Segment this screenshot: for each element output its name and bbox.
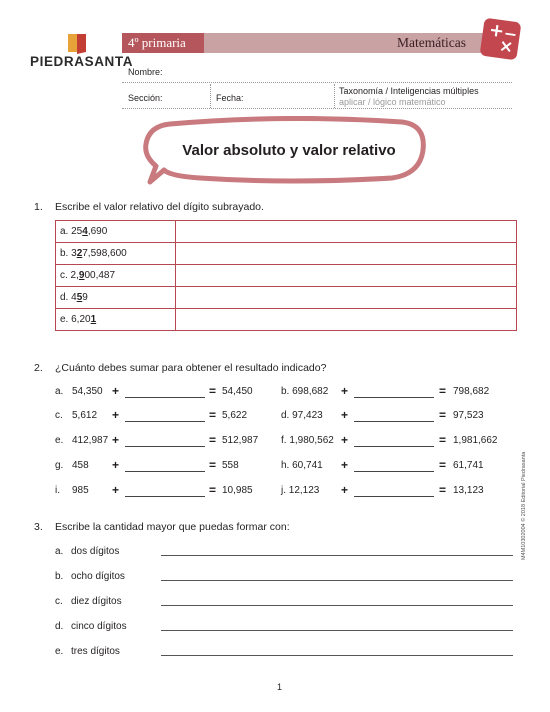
item-letter: b. xyxy=(55,571,64,582)
equals-sign: = xyxy=(209,433,217,447)
sum-result: 61,741 xyxy=(453,460,484,471)
sum-letter: e. xyxy=(55,435,64,446)
equals-sign: = xyxy=(209,408,217,422)
sum-result: 1,981,662 xyxy=(453,435,498,446)
question-3 xyxy=(34,521,290,533)
answer-blank[interactable] xyxy=(125,496,205,497)
sum-value: f. 1,980,562 xyxy=(281,435,334,446)
item-letter: c. xyxy=(55,596,63,607)
field-divider xyxy=(334,84,335,108)
equals-sign: = xyxy=(439,458,447,472)
equals-sign: = xyxy=(209,483,217,497)
number-cell: c. 2,900,487 xyxy=(56,265,176,287)
sum-value: 458 xyxy=(72,460,89,471)
answer-cell[interactable] xyxy=(176,221,517,243)
sum-result: 798,682 xyxy=(453,386,490,397)
plus-sign: + xyxy=(341,408,349,422)
answer-blank[interactable] xyxy=(354,496,434,497)
table-row xyxy=(56,287,517,309)
equals-sign: = xyxy=(439,433,447,447)
underlined-digit: 9 xyxy=(78,270,85,281)
answer-line[interactable] xyxy=(161,580,513,581)
question-number: 2. xyxy=(34,362,43,374)
sum-result: 558 xyxy=(222,460,239,471)
answer-line[interactable] xyxy=(161,605,513,606)
equals-sign: = xyxy=(439,408,447,422)
field-divider xyxy=(210,84,211,108)
answer-line[interactable] xyxy=(161,630,513,631)
answer-blank[interactable] xyxy=(125,471,205,472)
number-cell: e. 6,201 xyxy=(56,309,176,331)
sum-value: h. 60,741 xyxy=(281,460,323,471)
plus-sign: + xyxy=(341,384,349,398)
question-number: 3. xyxy=(34,521,43,533)
answer-blank[interactable] xyxy=(125,397,205,398)
plus-sign: + xyxy=(341,433,349,447)
answer-blank[interactable] xyxy=(354,421,434,422)
answer-blank[interactable] xyxy=(354,446,434,447)
number-cell: d. 459 xyxy=(56,287,176,309)
sum-letter: i. xyxy=(55,485,60,496)
sum-value: 412,987 xyxy=(72,435,109,446)
sum-result: 512,987 xyxy=(222,435,259,446)
question-text: ¿Cuánto debes sumar para obtener el resultado indicado? xyxy=(55,362,327,374)
name-label: Nombre: xyxy=(128,67,163,77)
answer-line[interactable] xyxy=(161,555,513,556)
section-label: Sección: xyxy=(128,93,163,103)
underlined-digit: 1 xyxy=(90,314,97,325)
equals-sign: = xyxy=(209,458,217,472)
sum-result: 54,450 xyxy=(222,386,253,397)
page-title: Valor absoluto y valor relativo xyxy=(182,142,396,159)
answer-blank[interactable] xyxy=(354,397,434,398)
item-letter: a. xyxy=(55,546,64,557)
sum-value: 5,612 xyxy=(72,410,98,421)
answer-cell[interactable] xyxy=(176,309,517,331)
item-label: dos dígitos xyxy=(71,546,120,557)
item-label: cinco dígitos xyxy=(71,621,127,632)
equals-sign: = xyxy=(439,384,447,398)
question-text: Escribe la cantidad mayor que puedas formar con: xyxy=(55,521,290,533)
copyright-side-text: M4M10302004 © 2018 Editorial Piedrasanta xyxy=(521,451,527,560)
sum-result: 5,622 xyxy=(222,410,248,421)
section-field-line[interactable] xyxy=(122,108,512,109)
book-logo-icon xyxy=(66,32,90,54)
answer-blank[interactable] xyxy=(354,471,434,472)
sum-value: j. 12,123 xyxy=(281,485,320,496)
sum-letter: c. xyxy=(55,410,63,421)
sum-letter: a. xyxy=(55,386,64,397)
table-row xyxy=(56,243,517,265)
sum-value: 985 xyxy=(72,485,89,496)
plus-sign: + xyxy=(112,483,120,497)
brand-logo-text: PIEDRASANTA xyxy=(30,54,134,69)
subject-label: Matemáticas xyxy=(397,35,466,50)
sum-result: 10,985 xyxy=(222,485,253,496)
table-row xyxy=(56,309,517,331)
number-cell: b. 327,598,600 xyxy=(56,243,176,265)
question-text: Escribe el valor relativo del dígito subrayado. xyxy=(55,201,264,213)
grade-label: 4º primaria xyxy=(122,33,204,53)
sum-value: b. 698,682 xyxy=(281,386,329,397)
answer-cell[interactable] xyxy=(176,243,517,265)
answer-line[interactable] xyxy=(161,655,513,656)
question-1 xyxy=(34,201,264,213)
plus-sign: + xyxy=(112,433,120,447)
taxonomy-value: aplicar / lógico matemático xyxy=(339,97,446,107)
taxonomy-label: Taxonomía / Inteligencias múltiples xyxy=(339,86,479,96)
plus-sign: + xyxy=(112,408,120,422)
date-label: Fecha: xyxy=(216,93,244,103)
plus-sign: + xyxy=(112,384,120,398)
equals-sign: = xyxy=(439,483,447,497)
plus-sign: + xyxy=(341,483,349,497)
item-label: ocho dígitos xyxy=(71,571,125,582)
page-number: 1 xyxy=(277,682,283,692)
plus-sign: + xyxy=(341,458,349,472)
answer-cell[interactable] xyxy=(176,265,517,287)
question-number: 1. xyxy=(34,201,43,213)
equals-sign: = xyxy=(209,384,217,398)
answer-blank[interactable] xyxy=(125,421,205,422)
question-2 xyxy=(34,362,327,374)
table-row xyxy=(56,221,517,243)
underlined-digit: 4 xyxy=(82,226,88,237)
plus-sign: + xyxy=(112,458,120,472)
name-field-line[interactable] xyxy=(122,82,512,83)
item-label: tres dígitos xyxy=(71,646,120,657)
number-cell: a. 254,690 xyxy=(56,221,176,243)
underlined-digit: 2 xyxy=(76,248,83,259)
sum-value: 54,350 xyxy=(72,386,103,397)
math-operations-icon: + − × xyxy=(480,18,522,61)
sum-result: 13,123 xyxy=(453,485,484,496)
item-letter: e. xyxy=(55,646,64,657)
sum-letter: g. xyxy=(55,460,64,471)
table-row xyxy=(56,265,517,287)
underlined-digit: 5 xyxy=(76,292,83,303)
item-label: diez dígitos xyxy=(71,596,122,607)
sum-result: 97,523 xyxy=(453,410,484,421)
answer-cell[interactable] xyxy=(176,287,517,309)
answer-blank[interactable] xyxy=(125,446,205,447)
item-letter: d. xyxy=(55,621,64,632)
relative-value-table xyxy=(55,220,517,331)
sum-value: d. 97,423 xyxy=(281,410,323,421)
header-bar xyxy=(122,33,510,53)
